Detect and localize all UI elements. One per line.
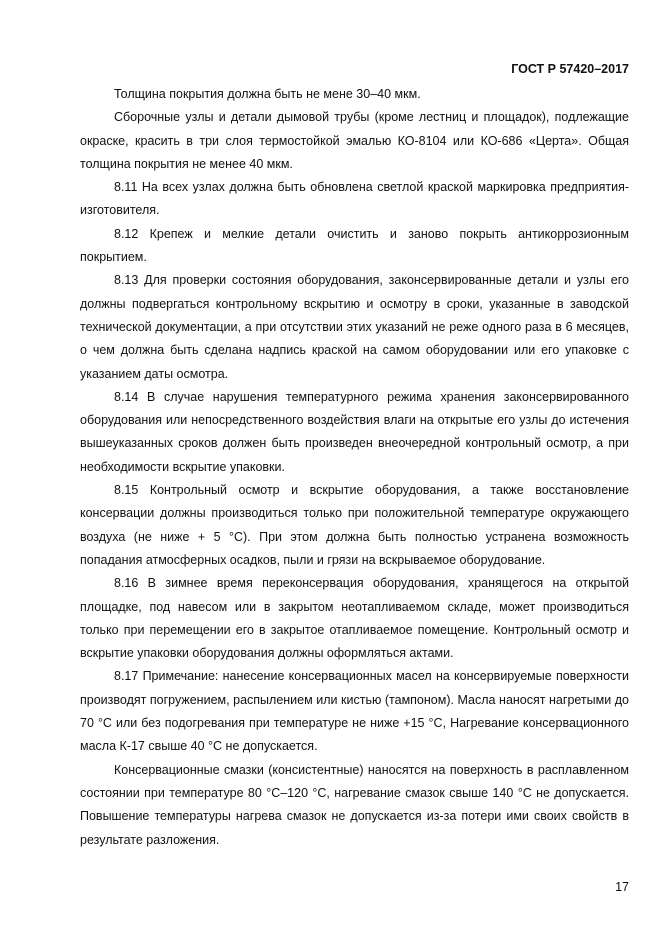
paragraph-coating-thickness: Толщина покрытия должна быть не мене 30–40 мкм.: [114, 87, 421, 101]
paragraph-greases: Консервационные смазки (консистентные) наносятся на поверхность в расплавленном состоянии при температуре 80 °С–120 °С, нагревание смазок свыше 140 °С не допускается. Повышение температуры нагрева смазок не допускается из-за потери ими своих свойств в результате разложения.: [80, 762, 629, 847]
paragraph-8-17: 8.17 Примечание: нанесение консервационных масел на консервируемые поверхности производят погружением, распылением или кистью (тампоном). Масла наносят нагретыми до 70 °С или без подогревания при температуре не ниже +15 °С, Нагревание консервационного масла К-17 свыше 40 °С не допускается.: [80, 669, 629, 754]
paragraph-8-11: 8.11 На всех узлах должна быть обновлена светлой краской маркировка предприятия-изготовителя.: [80, 180, 629, 218]
document-body: [80, 83, 629, 852]
paragraph-8-14: 8.14 В случае нарушения температурного режима хранения законсервированного оборудования или непосредственного воздействия влаги на открытые его узлы до истечения вышеуказанных сроков должен быть произведен внеочередной контрольный осмотр, а при необходимости вскрытие упаковки.: [80, 389, 629, 474]
paragraph-8-13: 8.13 Для проверки состояния оборудования, законсервированные детали и узлы его должны подвергаться контрольному вскрытию и осмотру в сроки, указанные в заводской технической документации, а при отсутствии этих указаний не реже одного раза в 6 месяцев, о чем должна быть сделана надпись краской на самом оборудовании или его упаковке с указанием даты осмотра.: [80, 273, 629, 381]
paragraph-8-12: 8.12 Крепеж и мелкие детали очистить и заново покрыть антикоррозионным покрытием.: [80, 226, 629, 265]
page-number: 17: [615, 880, 629, 894]
paragraph-chimney-painting: Сборочные узлы и детали дымовой трубы (кроме лестниц и площадок), подлежащие окраске, красить в три слоя термостойкой эмалью КО-8104 или КО-686 «Церта». Общая толщина покрытия не менее 40 мкм.: [80, 110, 629, 171]
document-header: ГОСТ Р 57420–2017: [511, 62, 629, 76]
paragraph-8-16: 8.16 В зимнее время переконсервация оборудования, хранящегося на открытой площадке, под навесом или в закрытом неотапливаемом складе, может производиться только при перемещении его в закрытое отапливаемое помещение. Контрольный осмотр и вскрытие упаковки оборудования должны оформляться актами.: [80, 576, 629, 661]
paragraph-8-15: 8.15 Контрольный осмотр и вскрытие оборудования, а также восстановление консервации должны производиться только при положительной температуре окружающего воздуха (не ниже + 5 °С). При этом должна быть полностью устранена возможность попадания атмосферных осадков, пыли и грязи на вскрываемое оборудование.: [80, 483, 629, 567]
